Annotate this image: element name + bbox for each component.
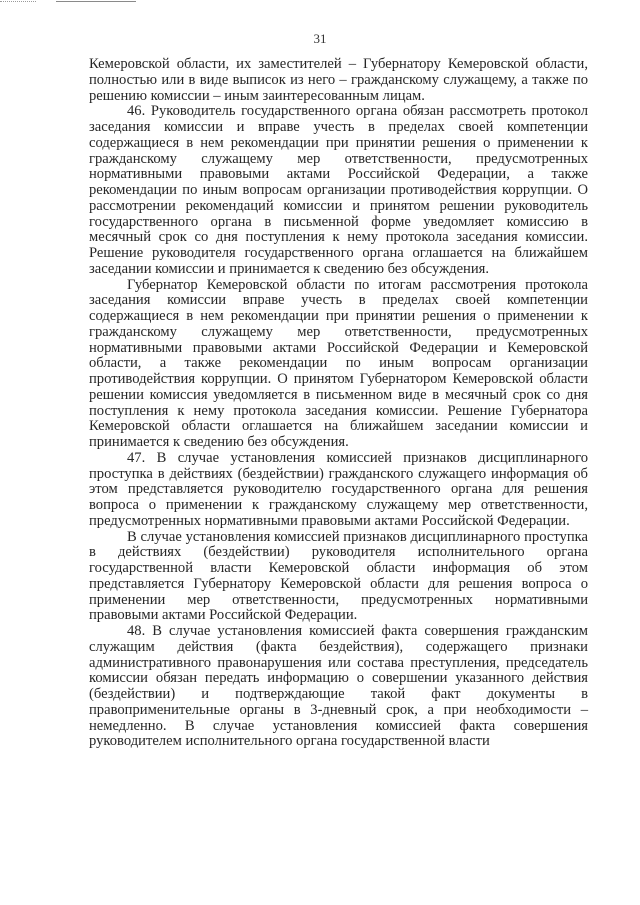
scan-dotted-line <box>0 1 36 2</box>
page-number: 31 <box>313 31 327 46</box>
paragraph-continuation: Кемеровской области, их заместителей – Губернатору Кемеровской области, полностью или в виде выписок из него – гражданскому служащему, а также по решению комиссии – иным заинтересованным лицам. <box>89 56 588 104</box>
scan-solid-line <box>56 1 136 2</box>
document-body <box>89 57 588 750</box>
paragraph-46: 46. Руководитель государственного органа обязан рассмотреть протокол заседания комиссии и вправе учесть в пределах своей компетенции содержащиеся в нем рекомендации при принятии решения о применении к гражданскому служащему мер ответственности, предусмотренных нормативными правовыми актами Российской Федерации, а также рекомендации по иным вопросам организации противодействия коррупции. О рассмотрении рекомендаций комиссии и принятом решении руководитель государственного органа в письменной форме уведомляет комиссию в месячный срок со дня поступления к нему протокола заседания комиссии. Решение руководителя государственного органа оглашается на ближайшем заседании комиссии и принимается к сведению без обсуждения. <box>89 103 588 277</box>
paragraph-47-executive-head: В случае установления комиссией признаков дисциплинарного проступка в действиях (бездействии) руководителя исполнительного органа государственной власти Кемеровской области информация об этом представляется Губернатору Кемеровской области для решения вопроса о применении мер ответственности, предусмотренных нормативными правовыми актами Российской Федерации. <box>89 528 588 624</box>
paragraph-48: 48. В случае установления комиссией факта совершения гражданским служащим действия (факта бездействия), содержащего признаки административного правонарушения или состава преступления, председатель комиссии обязан передать информацию о совершении указанного действия (бездействии) и подтверждающие такой факт документы в правоприменительные органы в 3-дневный срок, а при необходимости – немедленно. В случае установления комиссией факта совершения руководителем исполнительного органа государственной власти <box>89 623 588 750</box>
paragraph-47: 47. В случае установления комиссией признаков дисциплинарного проступка в действиях (бездействии) гражданского служащего информация об этом представляется руководителю государственного органа для решения вопроса о применении к гражданскому служащему мер ответственности, предусмотренных нормативными правовыми актами Российской Федерации. <box>89 449 588 529</box>
paragraph-governor-decision: Губернатор Кемеровской области по итогам рассмотрения протокола заседания комиссии вправе учесть в пределах своей компетенции содержащиеся в нем рекомендации при принятии решения о применении к гражданскому служащему мер ответственности, предусмотренных нормативными правовыми актами Российской Федерации и Кемеровской области, а также рекомендации по иным вопросам организации противодействия коррупции. О принятом Губернатором Кемеровской области решении комиссия уведомляется в письменном виде в месячный срок со дня поступления к нему протокола заседания комиссии. Решение Губернатора Кемеровской области оглашается на ближайшем заседании комиссии и принимается к сведению без обсуждения. <box>89 276 588 450</box>
scan-edge-mark <box>0 0 140 5</box>
